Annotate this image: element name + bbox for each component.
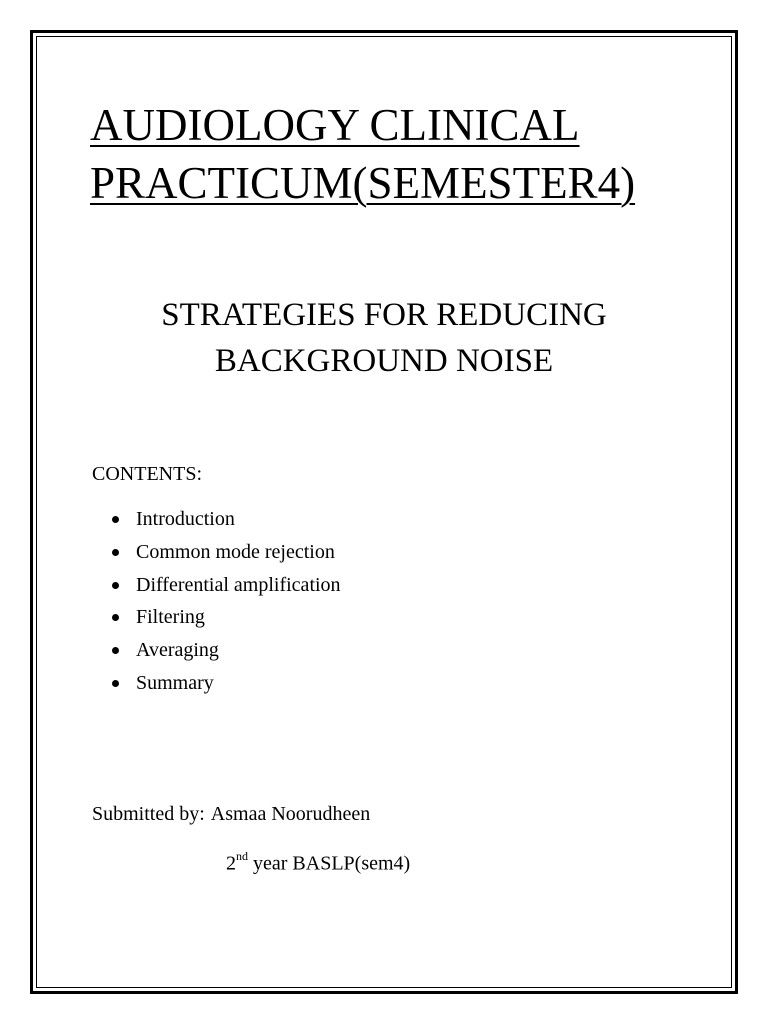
contents-list [112, 505, 341, 702]
list-item-text: Filtering [136, 606, 205, 629]
author-name: Asmaa Noorudheen [210, 803, 371, 825]
document-title [90, 96, 635, 212]
list-item-text: Averaging [136, 639, 219, 662]
list-item-text: Summary [136, 671, 214, 694]
course-year-line [226, 845, 410, 877]
bullet-icon [112, 680, 119, 687]
list-item [112, 669, 341, 702]
list-item [112, 636, 341, 669]
bullet-icon [112, 647, 119, 654]
list-item [112, 505, 341, 538]
subtitle-line-2: BACKGROUND NOISE [214, 343, 554, 379]
title-line-1: AUDIOLOGY CLINICAL [90, 100, 580, 150]
bullet-icon [112, 614, 119, 621]
document-subtitle [36, 292, 732, 384]
contents-heading: CONTENTS: [92, 463, 202, 485]
subtitle-line-1: STRATEGIES FOR REDUCING [161, 297, 607, 333]
list-item [112, 603, 341, 636]
year-number: 2 [226, 852, 236, 875]
list-item-text: Common mode rejection [136, 540, 335, 563]
bullet-icon [112, 549, 119, 556]
submitted-by-line [92, 801, 370, 827]
list-item-text: Differential amplification [136, 573, 341, 596]
list-item [112, 538, 341, 571]
course-name: year BASLP(sem4) [248, 852, 411, 875]
submitted-label: Submitted by: [92, 803, 205, 825]
year-ordinal-suffix: nd [236, 849, 248, 863]
list-item-text: Introduction [136, 508, 235, 530]
bullet-icon [112, 516, 119, 523]
title-line-2: PRACTICUM(SEMESTER4) [90, 158, 636, 208]
bullet-icon [112, 582, 119, 589]
list-item [112, 571, 341, 604]
